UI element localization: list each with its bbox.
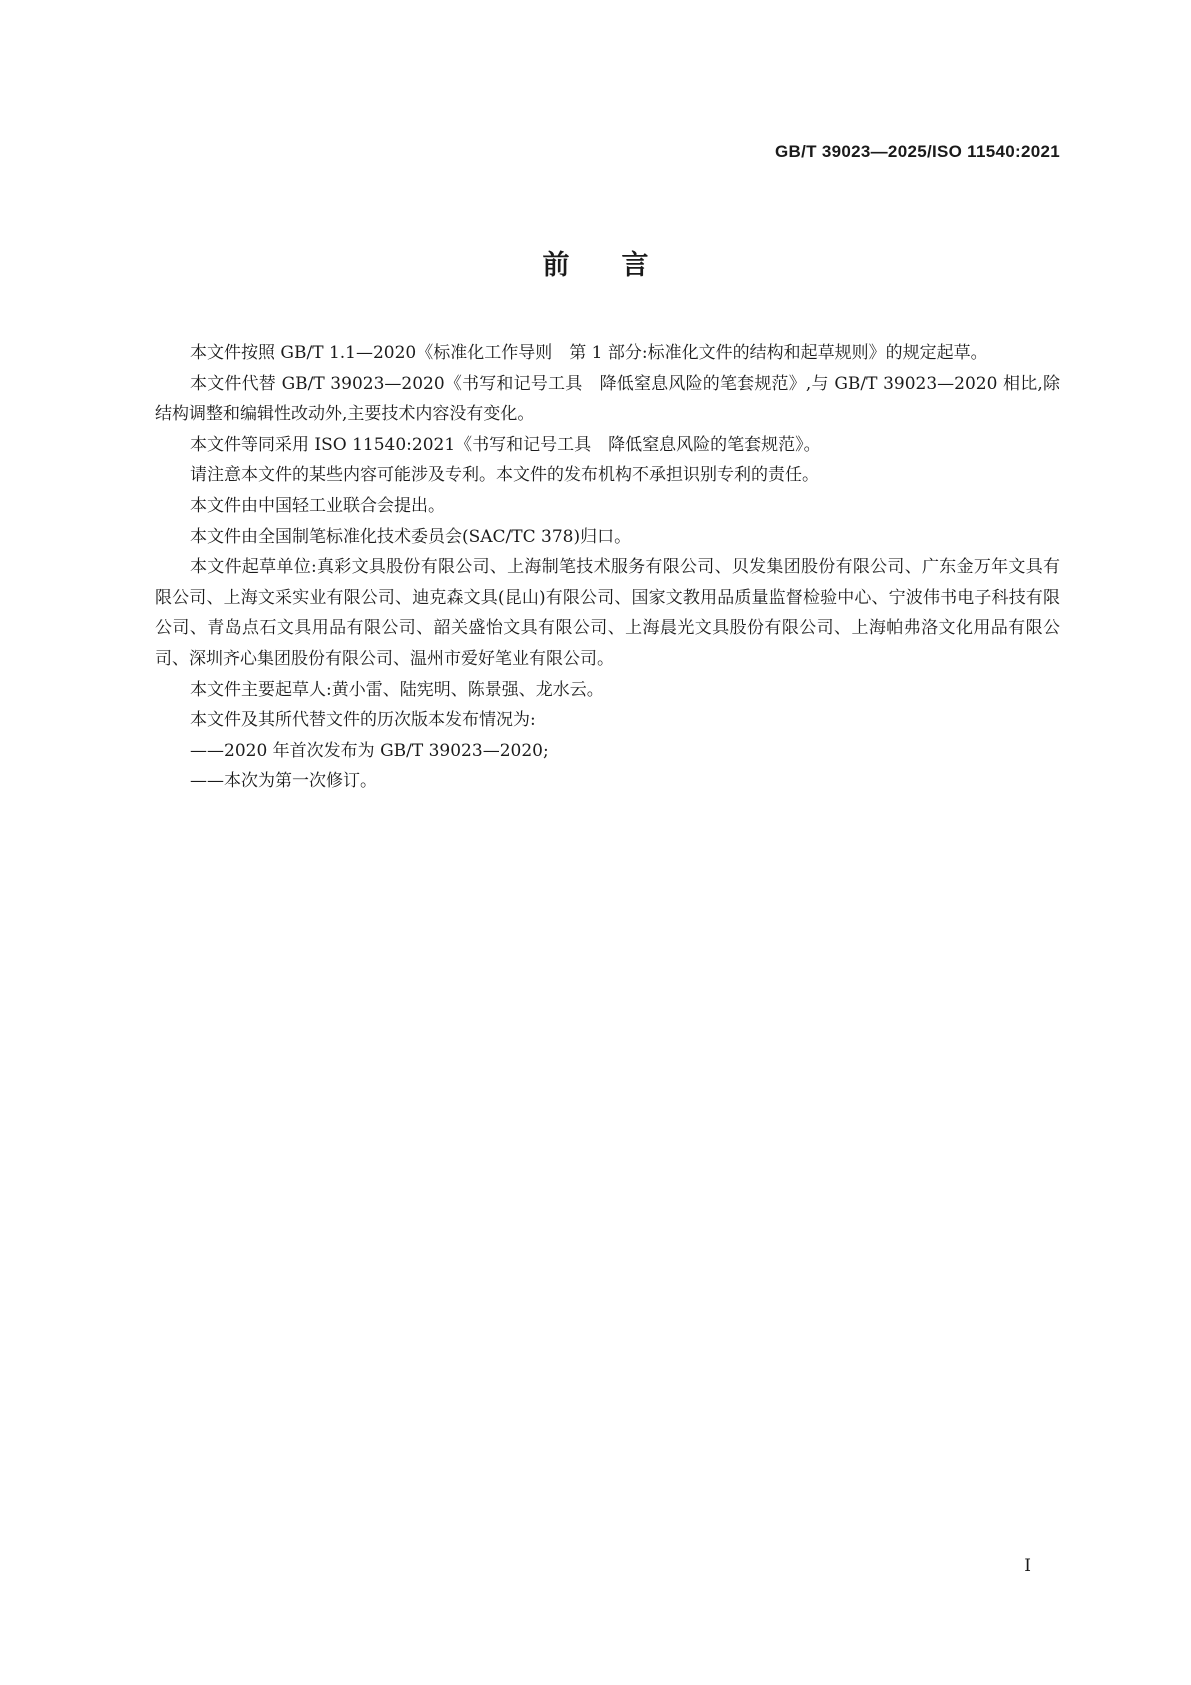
paragraph-proposed-by: 本文件由中国轻工业联合会提出。	[190, 495, 445, 516]
history-item: ——本次为第一次修订。	[190, 771, 377, 792]
paragraph-identical-adoption: 本文件等同采用 ISO 11540:2021《书写和记号工具 降低窒息风险的笔套规范》。	[190, 434, 821, 455]
standard-code-header: GB/T 39023—2025/ISO 11540:2021	[775, 142, 1060, 161]
history-item: ——2020 年首次发布为 GB/T 39023—2020;	[190, 740, 549, 761]
paragraph-replaces: 本文件代替 GB/T 39023—2020《书写和记号工具 降低窒息风险的笔套规范》,与 GB/T 39023—2020 相比,除结构调整和编辑性改动外,主要技术内容没有变化。	[155, 373, 1060, 425]
paragraph-main-drafters: 本文件主要起草人:黄小雷、陆宪明、陈景强、龙水云。	[190, 679, 604, 700]
paragraph-drafting-rules: 本文件按照 GB/T 1.1—2020《标准化工作导则 第 1 部分:标准化文件的结构和起草规则》的规定起草。	[190, 343, 988, 363]
paragraph-drafting-organizations: 本文件起草单位:真彩文具股份有限公司、上海制笔技术服务有限公司、贝发集团股份有限公司、广东金万年文具有限公司、上海文采实业有限公司、迪克森文具(昆山)有限公司、国家文教用品质量监督检验中心、宁波伟书电子科技有限公司、青岛点石文具用品有限公司、韶关盛怡文具有限公司、上海晨光文具股份有限公司、上海帕弗洛文化用品有限公司、深圳齐心集团股份有限公司、温州市爱好笔业有限公司。	[155, 557, 1060, 669]
page-title: 前言	[542, 250, 701, 281]
page-number: I	[1024, 1556, 1031, 1576]
paragraph-patent-notice: 请注意本文件的某些内容可能涉及专利。本文件的发布机构不承担识别专利的责任。	[190, 465, 819, 486]
paragraph-under-jurisdiction: 本文件由全国制笔标准化技术委员会(SAC/TC 378)归口。	[190, 526, 632, 547]
paragraph-history-intro: 本文件及其所代替文件的历次版本发布情况为:	[190, 710, 536, 731]
foreword-body	[155, 338, 1060, 797]
